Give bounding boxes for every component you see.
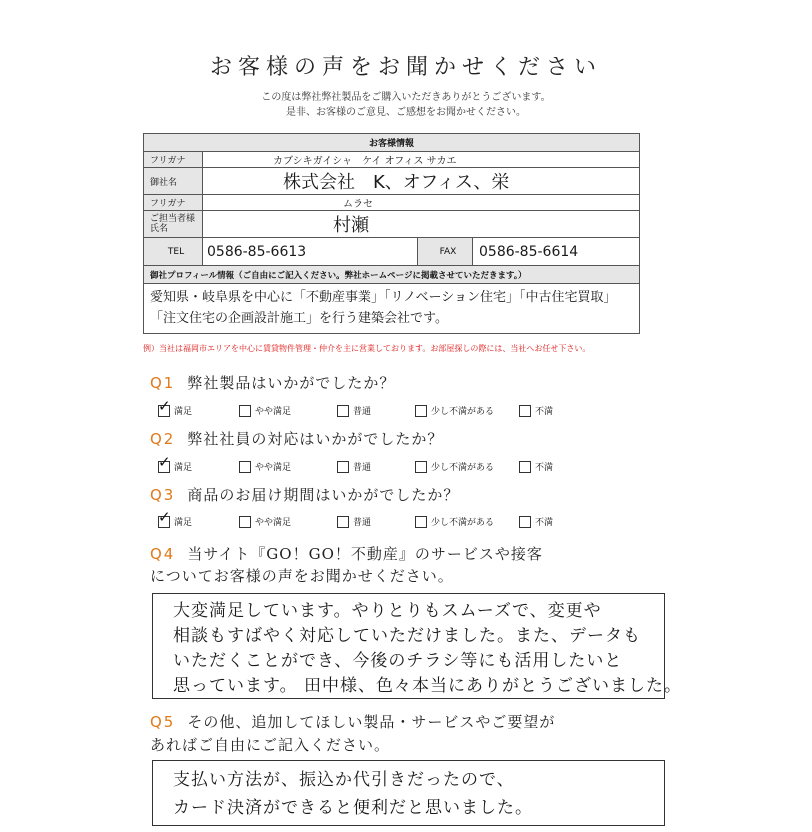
q3-option-2[interactable] xyxy=(239,515,337,528)
fax-label: FAX xyxy=(418,238,473,266)
customer-info-table xyxy=(143,133,640,334)
q3-option-3[interactable] xyxy=(337,515,415,528)
q5-text-line-2: あればご自由にご記入ください。 xyxy=(150,736,391,754)
question-4 xyxy=(150,543,543,564)
q4-answer-line-1: 大変満足しています。やりとりもスムーズで、変更や xyxy=(173,601,602,621)
q3-option-4[interactable] xyxy=(415,515,519,528)
option-label: 満足 xyxy=(174,518,193,528)
q1-options xyxy=(158,404,553,417)
checkbox-icon[interactable] xyxy=(337,516,349,528)
question-3 xyxy=(150,484,459,505)
q2-text: 弊社社員の対応はいかがでしたか？ xyxy=(187,430,444,448)
option-label: 少し不満がある xyxy=(431,407,495,417)
fax-value: 0586-85-6614 xyxy=(473,238,640,266)
checkbox-checked-icon[interactable] xyxy=(158,405,170,417)
checkbox-checked-icon[interactable] xyxy=(158,461,170,473)
company-label: 御社名 xyxy=(144,168,203,195)
intro-line-1: この度は弊社弊社製品をご購入いただきありがとうございます。 xyxy=(261,92,551,103)
profile-line-1: 愛知県・岐阜県を中心に「不動産事業」「リノベーション住宅」「中古住宅買取」 xyxy=(150,290,617,305)
q4-answer-box[interactable] xyxy=(152,593,683,699)
q1-option-3[interactable] xyxy=(337,404,415,417)
q1-number: Q1 xyxy=(150,374,176,392)
q2-option-1[interactable] xyxy=(158,460,239,473)
checkbox-icon[interactable] xyxy=(415,516,427,528)
option-label: 普通 xyxy=(353,463,372,473)
company-furigana: カブシキガイシャ ケイ オフィス サカエ xyxy=(203,152,640,168)
checkbox-icon[interactable] xyxy=(519,516,531,528)
option-label: 普通 xyxy=(353,407,372,417)
info-header: お客様情報 xyxy=(144,134,640,152)
checkbox-icon[interactable] xyxy=(239,516,251,528)
furigana-label: フリガナ xyxy=(144,152,203,168)
person-furigana-label: フリガナ xyxy=(144,195,203,211)
q2-number: Q2 xyxy=(150,430,176,448)
checkbox-checked-icon[interactable] xyxy=(158,516,170,528)
option-label: 少し不満がある xyxy=(431,518,495,528)
option-label: 少し不満がある xyxy=(431,463,495,473)
checkbox-icon[interactable] xyxy=(337,405,349,417)
q4-answer-line-2: 相談もすばやく対応していただけました。また、データも xyxy=(173,626,641,646)
option-label: やや満足 xyxy=(255,518,292,528)
tel-label: TEL xyxy=(144,238,203,266)
person-furigana: ムラセ xyxy=(203,195,640,211)
option-label: 普通 xyxy=(353,518,372,528)
q2-options xyxy=(158,460,553,473)
q4-text-line-2: についてお客様の声をお聞かせください。 xyxy=(150,567,454,585)
option-label: 不満 xyxy=(535,407,554,417)
question-1 xyxy=(150,372,395,393)
option-label: 満足 xyxy=(174,407,193,417)
q1-option-1[interactable] xyxy=(158,404,239,417)
q1-option-4[interactable] xyxy=(415,404,519,417)
profile-line-2: 「注文住宅の企画設計施工」を行う建築会社です。 xyxy=(150,311,448,326)
q2-option-4[interactable] xyxy=(415,460,519,473)
q3-option-1[interactable] xyxy=(158,515,239,528)
q2-option-5[interactable] xyxy=(519,460,553,473)
q1-option-2[interactable] xyxy=(239,404,337,417)
checkbox-icon[interactable] xyxy=(239,461,251,473)
q4-answer-line-4: 思っています。 田中様、色々本当にありがとうございました。 xyxy=(173,676,683,696)
q4-number: Q4 xyxy=(150,545,176,563)
person-name: 村瀬 xyxy=(203,211,640,238)
profile-text xyxy=(144,284,640,334)
option-label: 不満 xyxy=(535,518,554,528)
company-name: 株式会社 K、オフィス、栄 xyxy=(203,168,640,195)
option-label: 不満 xyxy=(535,463,554,473)
q3-options xyxy=(158,515,553,528)
checkbox-icon[interactable] xyxy=(415,405,427,417)
q5-answer-line-1: 支払い方法が、振込か代引きだったので、 xyxy=(173,770,515,790)
q4-answer-line-3: いただくことができ、今後のチラシ等にも活用したいと xyxy=(173,651,623,671)
checkbox-icon[interactable] xyxy=(519,461,531,473)
example-note: 例）当社は福岡市エリアを中心に賃貸物件管理・仲介を主に営業しております。お部屋探しの際には、当社へお任せ下さい。 xyxy=(143,344,591,353)
profile-header: 御社プロフィール情報（ご自由にご記入ください。弊社ホームページに掲載させていただきます。） xyxy=(144,266,640,284)
option-label: 満足 xyxy=(174,463,193,473)
intro-line-2: 是非、お客様のご意見、ご感想をお聞かせください。 xyxy=(286,107,526,118)
q1-text: 弊社製品はいかがでしたか？ xyxy=(187,374,396,392)
question-2 xyxy=(150,428,443,449)
checkbox-icon[interactable] xyxy=(239,405,251,417)
q5-answer-line-2: カード決済ができると便利だと思いました。 xyxy=(173,798,533,818)
q5-text-line-1: その他、追加してほしい製品・サービスやご要望が xyxy=(187,713,556,731)
checkbox-icon[interactable] xyxy=(415,461,427,473)
q2-option-3[interactable] xyxy=(337,460,415,473)
q4-text-line-1: 当サイト『GO！GO！不動産』のサービスや接客 xyxy=(187,545,543,563)
option-label: やや満足 xyxy=(255,463,292,473)
q5-answer-box[interactable] xyxy=(152,760,665,826)
q2-option-2[interactable] xyxy=(239,460,337,473)
q1-option-5[interactable] xyxy=(519,404,553,417)
tel-value: 0586-85-6613 xyxy=(203,238,418,266)
option-label: やや満足 xyxy=(255,407,292,417)
page-title: お客様の声をお聞かせください xyxy=(209,55,602,80)
person-label: ご担当者様氏名 xyxy=(144,211,203,238)
q3-option-5[interactable] xyxy=(519,515,553,528)
checkbox-icon[interactable] xyxy=(519,405,531,417)
question-5 xyxy=(150,711,555,732)
q3-text: 商品のお届け期間はいかがでしたか？ xyxy=(187,486,460,504)
q5-number: Q5 xyxy=(150,713,176,731)
checkbox-icon[interactable] xyxy=(337,461,349,473)
q3-number: Q3 xyxy=(150,486,176,504)
